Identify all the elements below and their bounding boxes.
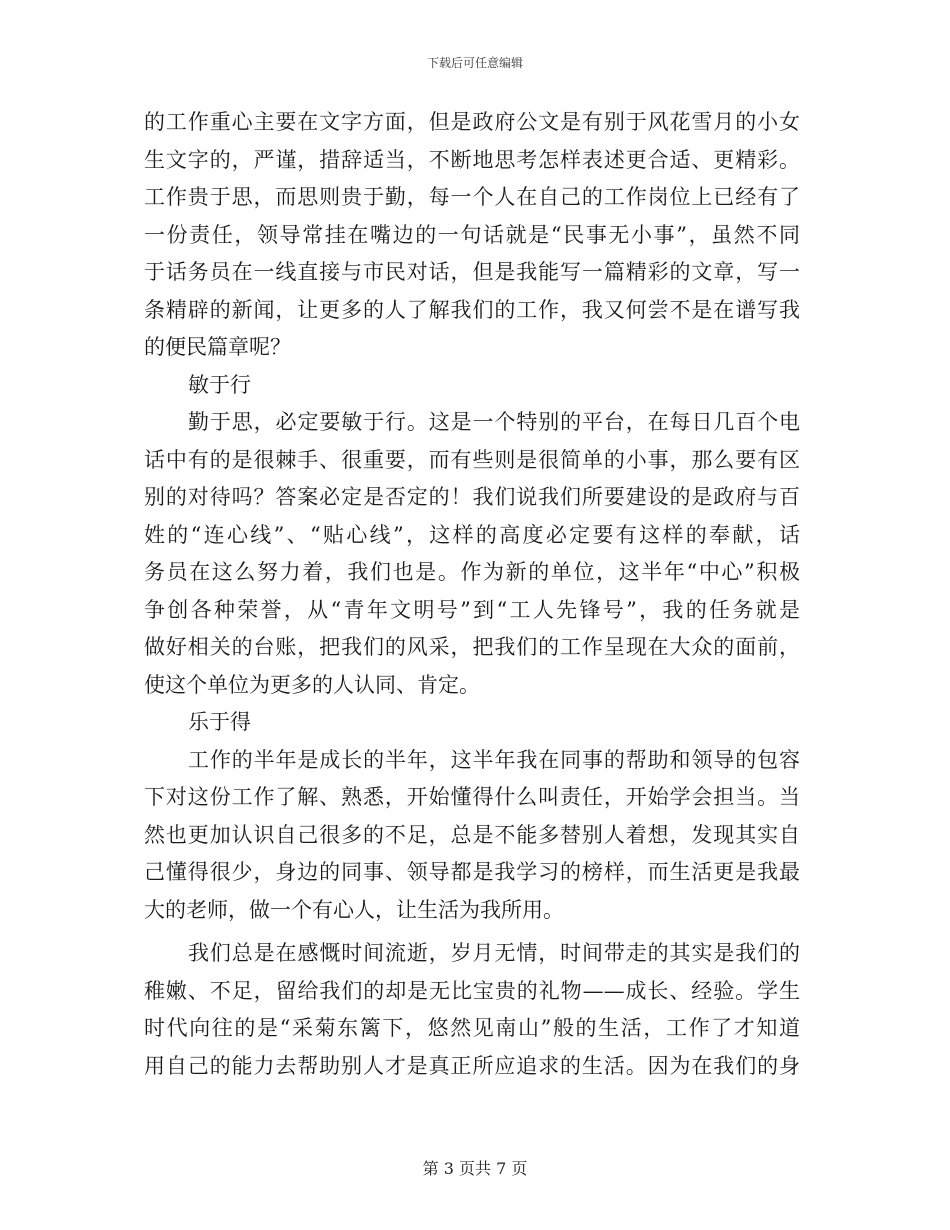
section-heading-le-yu-de: 乐于得: [188, 710, 251, 734]
text-line: 使这个单位为更多的人认同、肯定。: [144, 672, 480, 697]
text-line: 条精辟的新闻，让更多的人了解我们的工作，我又何尝不是在谱写我: [144, 297, 800, 322]
text-line: 时代向往的是“采菊东篱下，悠然见南山”般的生活，工作了才知道: [144, 1016, 800, 1040]
page-header-note: 下载后可任意编辑: [426, 56, 523, 70]
section-heading-min-yu-xing: 敏于行: [188, 372, 251, 397]
paragraph-1: [144, 104, 800, 367]
text-line: 的便民篇章呢？: [144, 335, 291, 359]
text-line: 用自己的能力去帮助别人才是真正所应追求的生活。因为在我们的身: [144, 1053, 800, 1078]
text-line: 一份责任，领导常挂在嘴边的一句话就是“民事无小事”，虽然不同: [144, 222, 800, 247]
paragraph-2: [144, 404, 800, 704]
document-body: [144, 104, 800, 1085]
paragraph-3: [144, 742, 800, 930]
text-line: 生文字的，严谨，措辞适当，不断地思考怎样表述更合适、更精彩。: [144, 147, 800, 172]
text-line: 大的老师，做一个有心人，让生活为我所用。: [144, 897, 564, 922]
text-line: 勤于思，必定要敏于行。这是一个特别的平台，在每日几百个电: [188, 410, 800, 434]
text-line: 做好相关的台账，把我们的风采，把我们的工作呈现在大众的面前，: [144, 635, 800, 659]
text-line: 于话务员在一线直接与市民对话，但是我能写一篇精彩的文章，写一: [144, 260, 800, 284]
text-line: 的工作重心主要在文字方面，但是政府公文是有别于风花雪月的小女: [144, 110, 800, 134]
text-line: 我们总是在感慨时间流逝，岁月无情，时间带走的其实是我们的: [188, 941, 800, 965]
text-line: 工作的半年是成长的半年，这半年我在同事的帮助和领导的包容: [188, 747, 800, 772]
text-line: 然也更加认识自己很多的不足，总是不能多替别人着想，发现其实自: [144, 822, 800, 847]
text-line: 务员在这么努力着，我们也是。作为新的单位，这半年“中心”积极: [144, 560, 800, 584]
text-line: 争创各种荣誉，从“青年文明号”到“工人先锋号”，我的任务就是: [144, 597, 800, 622]
text-line: 己懂得很少，身边的同事、领导都是我学习的榜样，而生活更是我最: [144, 860, 800, 884]
text-line: 话中有的是很棘手、很重要，而有些则是很简单的小事，那么要有区: [144, 447, 800, 472]
text-line: 姓的“连心线”、“贴心线”，这样的高度必定要有这样的奉献，话: [144, 522, 800, 547]
paragraph-4: [144, 935, 800, 1085]
page-number-footer: 第 3 页共 7 页: [422, 1159, 528, 1178]
text-line: 下对这份工作了解、熟悉，开始懂得什么叫责任，开始学会担当。当: [144, 785, 800, 809]
text-line: 工作贵于思，而思则贵于勤，每一个人在自己的工作岗位上已经有了: [144, 185, 800, 209]
text-line: 稚嫩、不足，留给我们的却是无比宝贵的礼物——成长、经验。学生: [144, 978, 800, 1003]
text-line: 别的对待吗？答案必定是否定的！我们说我们所要建设的是政府与百: [144, 485, 800, 509]
